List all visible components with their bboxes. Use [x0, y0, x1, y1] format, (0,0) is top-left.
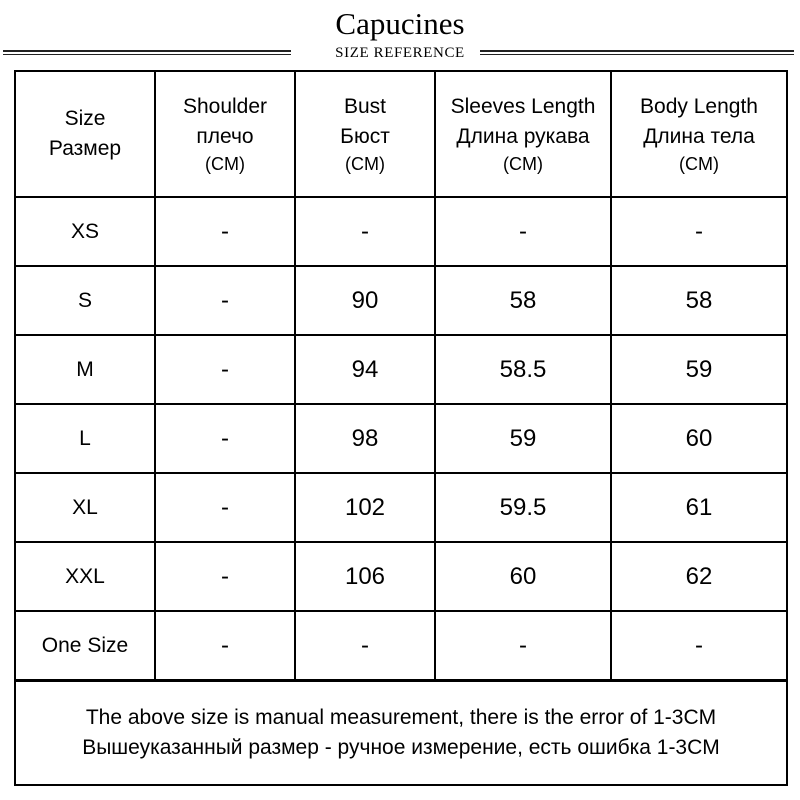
header-bust-unit: (CM) — [345, 154, 385, 174]
size-cell: XL — [15, 473, 155, 542]
bust-cell: 98 — [295, 404, 435, 473]
body-cell: 61 — [611, 473, 787, 542]
header-body — [611, 71, 787, 197]
shoulder-cell: - — [155, 266, 295, 335]
bust-cell: - — [295, 611, 435, 681]
sleeves-cell: 59.5 — [435, 473, 611, 542]
shoulder-cell: - — [155, 473, 295, 542]
sleeves-cell: 58 — [435, 266, 611, 335]
bust-cell: 102 — [295, 473, 435, 542]
table-row — [15, 611, 787, 681]
header-size-ru: Размер — [48, 137, 122, 160]
size-cell: S — [15, 266, 155, 335]
size-cell: XS — [15, 197, 155, 266]
header-body-unit: (CM) — [679, 154, 719, 174]
body-cell: 60 — [611, 404, 787, 473]
header-bust-en: Bust — [343, 95, 387, 118]
header-size-en: Size — [64, 107, 106, 130]
table-row — [15, 542, 787, 611]
sleeves-cell: 58.5 — [435, 335, 611, 404]
size-reference-subtitle: SIZE REFERENCE — [335, 45, 465, 61]
sleeves-cell: 60 — [435, 542, 611, 611]
header-body-en: Body Length — [640, 95, 758, 118]
header-sleeves-en: Sleeves Length — [450, 95, 596, 118]
note-russian: Вышеуказанный размер - ручное измерение, есть ошибка 1-3CM — [82, 736, 720, 759]
measurement-note — [15, 681, 787, 786]
brand-title: Capucines — [335, 6, 465, 41]
header-shoulder-ru: плечо — [196, 125, 254, 148]
header-shoulder — [155, 71, 295, 197]
bust-cell: - — [295, 197, 435, 266]
shoulder-cell: - — [155, 542, 295, 611]
header-shoulder-en: Shoulder — [182, 95, 268, 118]
table-row — [15, 473, 787, 542]
bust-cell: 106 — [295, 542, 435, 611]
shoulder-cell: - — [155, 335, 295, 404]
body-cell: 59 — [611, 335, 787, 404]
right-divider — [480, 50, 794, 55]
header-bust-ru: Бюст — [340, 125, 390, 148]
note-english: The above size is manual measurement, there is the error of 1-3CM — [85, 706, 717, 729]
subtitle-row — [0, 44, 800, 62]
bust-cell: 94 — [295, 335, 435, 404]
table-row — [15, 266, 787, 335]
sleeves-cell: - — [435, 197, 611, 266]
table-header-row — [15, 71, 787, 197]
body-cell: - — [611, 197, 787, 266]
header-size — [15, 71, 155, 197]
header-shoulder-unit: (CM) — [205, 154, 245, 174]
bust-cell: 90 — [295, 266, 435, 335]
header-sleeves-unit: (CM) — [503, 154, 543, 174]
body-cell: - — [611, 611, 787, 681]
note-row — [15, 681, 787, 786]
size-cell: L — [15, 404, 155, 473]
body-cell: 62 — [611, 542, 787, 611]
size-table — [14, 70, 788, 786]
shoulder-cell: - — [155, 197, 295, 266]
size-cell: M — [15, 335, 155, 404]
table-row — [15, 335, 787, 404]
header-sleeves-ru: Длина рукава — [456, 125, 590, 148]
shoulder-cell: - — [155, 404, 295, 473]
size-cell: XXL — [15, 542, 155, 611]
header-body-ru: Длина тела — [643, 125, 755, 148]
shoulder-cell: - — [155, 611, 295, 681]
sleeves-cell: - — [435, 611, 611, 681]
sleeves-cell: 59 — [435, 404, 611, 473]
header-sleeves — [435, 71, 611, 197]
size-cell: One Size — [15, 611, 155, 681]
body-cell: 58 — [611, 266, 787, 335]
table-row — [15, 404, 787, 473]
table-row — [15, 197, 787, 266]
header-bust — [295, 71, 435, 197]
